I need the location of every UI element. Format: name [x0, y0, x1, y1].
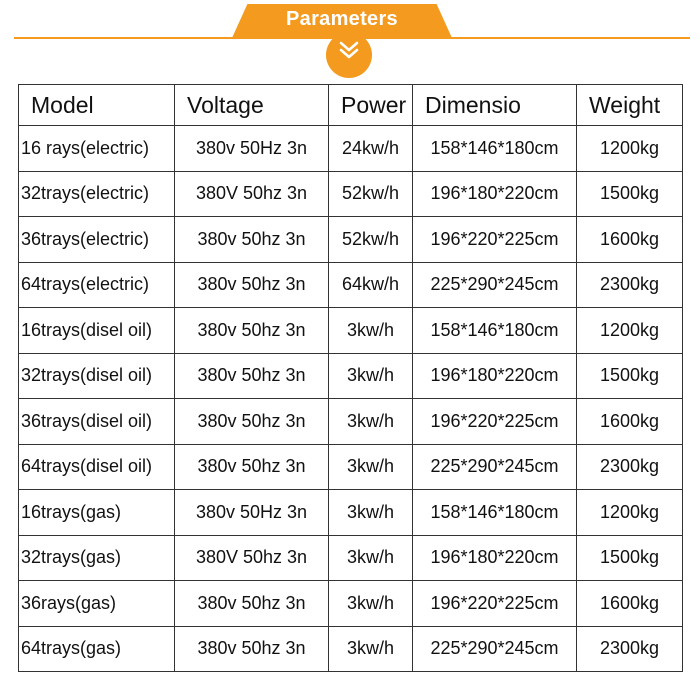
cell-power: 52kw/h	[329, 171, 413, 217]
cell-weight: 2300kg	[577, 444, 683, 490]
table-row	[19, 444, 683, 490]
cell-model: 32trays(electric)	[19, 171, 175, 217]
cell-model: 32trays(gas)	[19, 535, 175, 581]
cell-dimension: 196*220*225cm	[413, 581, 577, 627]
cell-power: 3kw/h	[329, 308, 413, 354]
header-badge	[326, 32, 372, 78]
cell-dimension: 196*180*220cm	[413, 353, 577, 399]
cell-model: 64trays(disel oil)	[19, 444, 175, 490]
parameters-table	[18, 84, 683, 672]
table-row	[19, 353, 683, 399]
cell-dimension: 225*290*245cm	[413, 626, 577, 672]
cell-weight: 1500kg	[577, 353, 683, 399]
cell-power: 3kw/h	[329, 581, 413, 627]
table-row	[19, 581, 683, 627]
cell-voltage: 380V 50hz 3n	[175, 535, 329, 581]
cell-dimension: 196*220*225cm	[413, 399, 577, 445]
column-header-dimension: Dimensio	[413, 85, 577, 126]
cell-dimension: 158*146*180cm	[413, 490, 577, 536]
cell-weight: 1200kg	[577, 490, 683, 536]
cell-model: 16trays(gas)	[19, 490, 175, 536]
cell-weight: 1500kg	[577, 171, 683, 217]
table-row	[19, 308, 683, 354]
cell-model: 36trays(disel oil)	[19, 399, 175, 445]
cell-model: 32trays(disel oil)	[19, 353, 175, 399]
cell-voltage: 380v 50hz 3n	[175, 262, 329, 308]
cell-power: 64kw/h	[329, 262, 413, 308]
cell-dimension: 196*180*220cm	[413, 535, 577, 581]
column-header-voltage: Voltage	[175, 85, 329, 126]
cell-model: 16trays(disel oil)	[19, 308, 175, 354]
cell-power: 3kw/h	[329, 490, 413, 536]
cell-weight: 1500kg	[577, 535, 683, 581]
cell-model: 36rays(gas)	[19, 581, 175, 627]
table-row	[19, 262, 683, 308]
table-row	[19, 171, 683, 217]
table-row	[19, 535, 683, 581]
cell-dimension: 225*290*245cm	[413, 262, 577, 308]
cell-weight: 1600kg	[577, 217, 683, 263]
cell-model: 36trays(electric)	[19, 217, 175, 263]
cell-voltage: 380v 50hz 3n	[175, 444, 329, 490]
cell-weight: 1200kg	[577, 308, 683, 354]
column-header-power: Power	[329, 85, 413, 126]
cell-power: 3kw/h	[329, 626, 413, 672]
cell-voltage: 380V 50hz 3n	[175, 171, 329, 217]
cell-voltage: 380v 50hz 3n	[175, 308, 329, 354]
column-header-weight: Weight	[577, 85, 683, 126]
cell-power: 3kw/h	[329, 353, 413, 399]
table-row	[19, 490, 683, 536]
cell-power: 3kw/h	[329, 444, 413, 490]
table-row	[19, 399, 683, 445]
cell-dimension: 158*146*180cm	[413, 126, 577, 172]
cell-dimension: 196*180*220cm	[413, 171, 577, 217]
cell-power: 3kw/h	[329, 399, 413, 445]
cell-dimension: 196*220*225cm	[413, 217, 577, 263]
cell-voltage: 380v 50hz 3n	[175, 353, 329, 399]
table-row	[19, 126, 683, 172]
cell-weight: 1200kg	[577, 126, 683, 172]
cell-power: 3kw/h	[329, 535, 413, 581]
cell-weight: 1600kg	[577, 399, 683, 445]
page-title: Parameters	[286, 8, 398, 30]
cell-power: 24kw/h	[329, 126, 413, 172]
table-row	[19, 626, 683, 672]
cell-voltage: 380v 50hz 3n	[175, 217, 329, 263]
double-chevron-down-icon	[338, 32, 360, 66]
cell-voltage: 380v 50Hz 3n	[175, 126, 329, 172]
cell-weight: 2300kg	[577, 626, 683, 672]
cell-weight: 1600kg	[577, 581, 683, 627]
cell-power: 52kw/h	[329, 217, 413, 263]
column-header-model: Model	[19, 85, 175, 126]
cell-dimension: 158*146*180cm	[413, 308, 577, 354]
table-row	[19, 217, 683, 263]
cell-weight: 2300kg	[577, 262, 683, 308]
cell-model: 64trays(gas)	[19, 626, 175, 672]
table-header-row	[19, 85, 683, 126]
cell-voltage: 380v 50Hz 3n	[175, 490, 329, 536]
cell-voltage: 380v 50hz 3n	[175, 626, 329, 672]
cell-model: 64trays(electric)	[19, 262, 175, 308]
cell-model: 16 rays(electric)	[19, 126, 175, 172]
cell-dimension: 225*290*245cm	[413, 444, 577, 490]
cell-voltage: 380v 50hz 3n	[175, 581, 329, 627]
cell-voltage: 380v 50hz 3n	[175, 399, 329, 445]
